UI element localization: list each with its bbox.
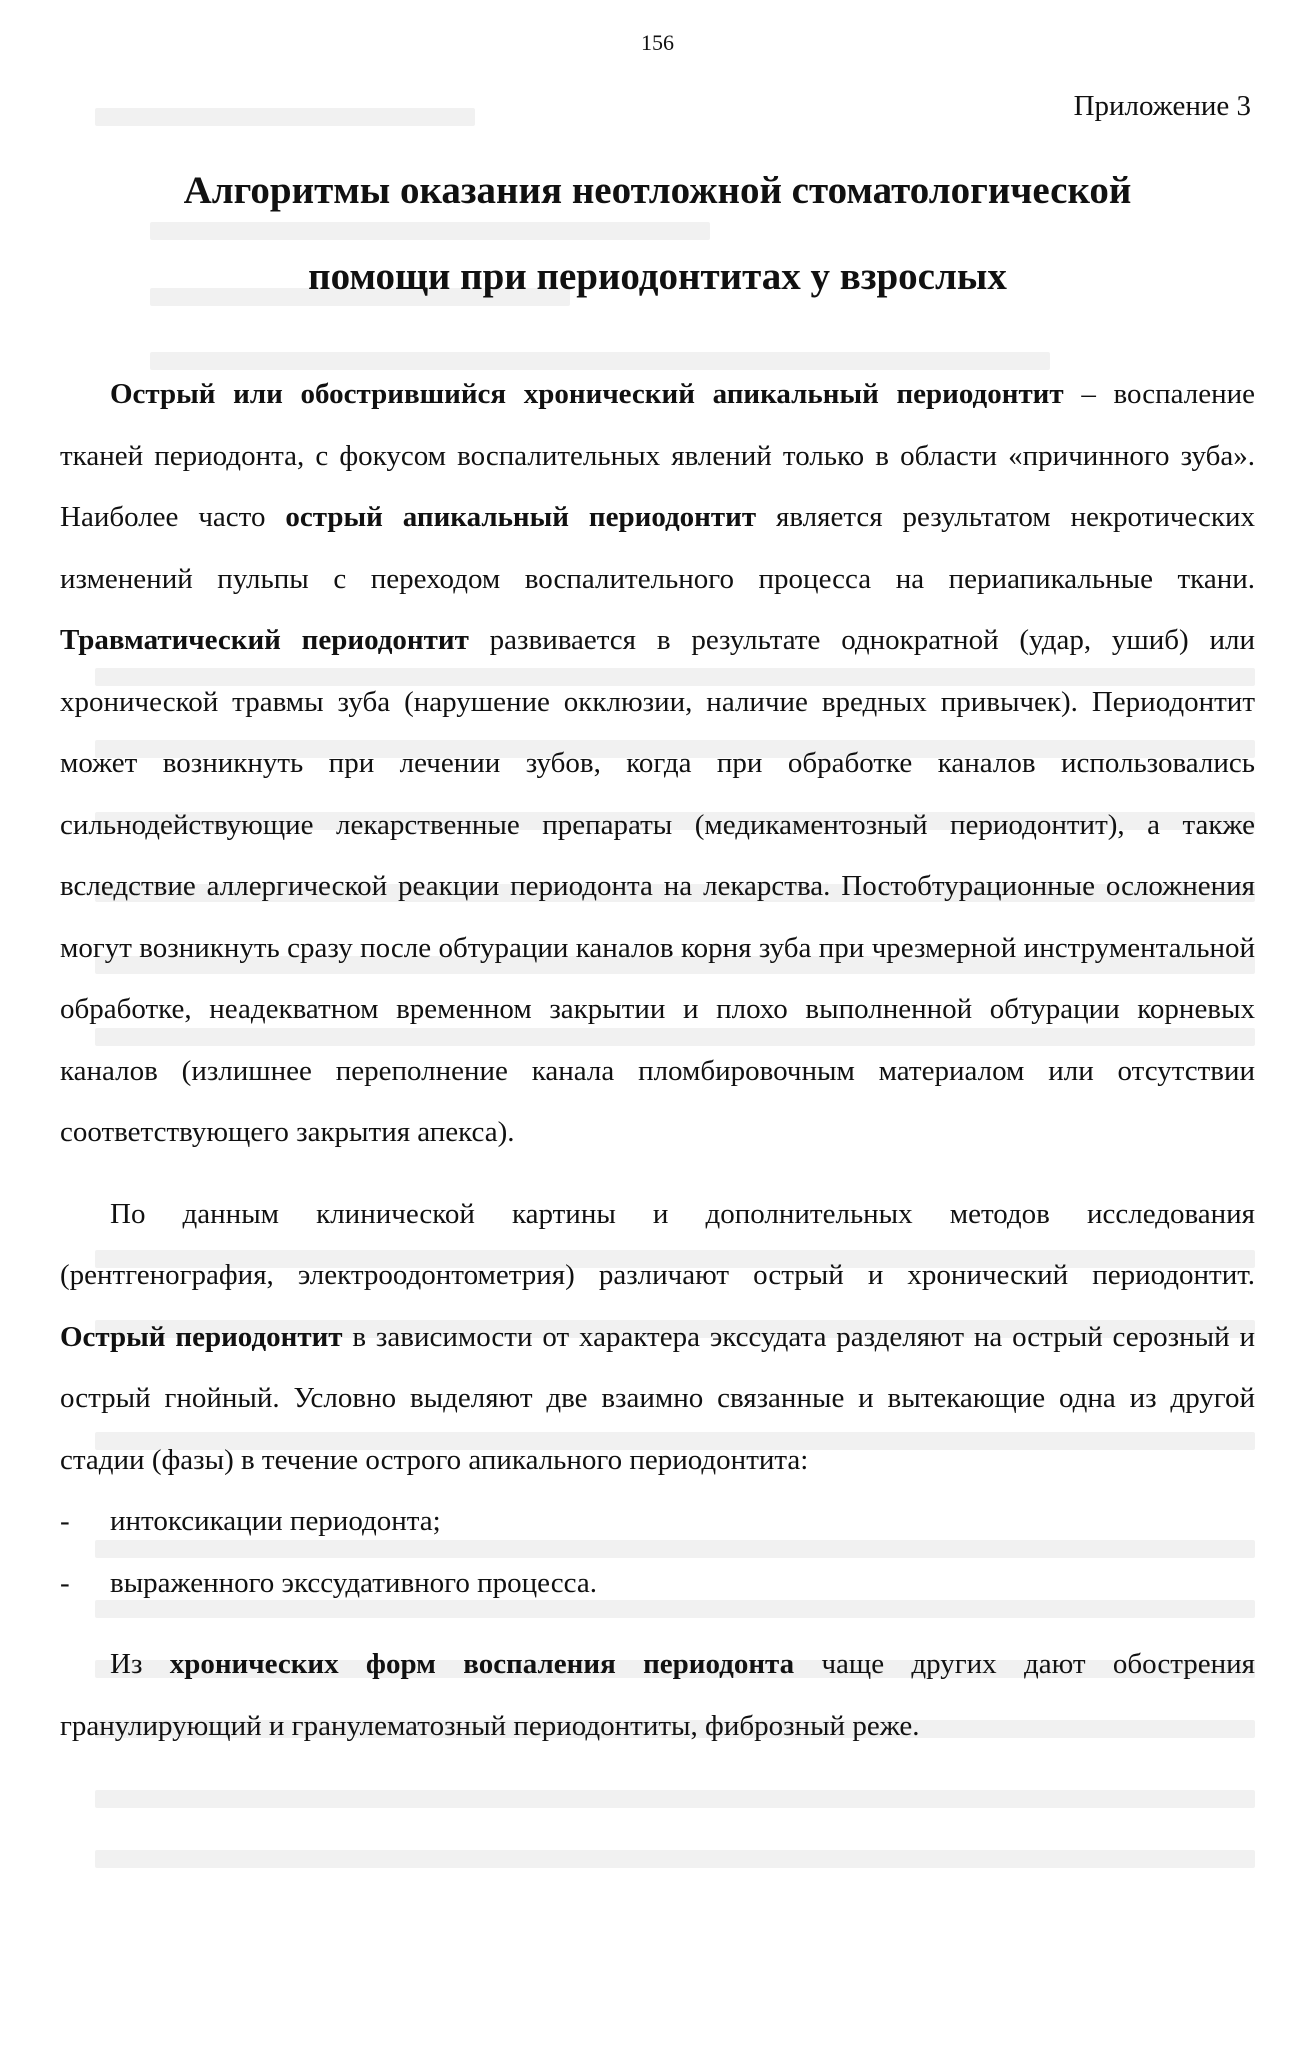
- paragraph-text: – воспаление тканей периодонта, с фокусом воспалительных явлений только в области «причинного зуба». Наиболее часто: [60, 378, 1255, 533]
- stages-list: [60, 1491, 1255, 1614]
- list-item: [60, 1491, 1255, 1553]
- paragraph-text: развивается в результате однократной (удар, ушиб) или хронической травмы зуба (нарушение окклюзии, наличие вредных привычек). Периодонтит может возникнуть при лечении зубов, когда при обработке каналов использовались сильнодействующие лекарственные препараты (медикаментозный периодонтит), а также вследствие аллергической реакции периодонта на лекарства. Постобтурационные осложнения могут возникнуть сразу после обтурации каналов корня зуба при чрезмерной инструментальной обработке, неадекватном временном закрытии и плохо выполненной обтурации корневых каналов (излишнее переполнение канала пломбировочным материалом или отсутствии соответствующего закрытия апекса).: [60, 624, 1256, 1148]
- paragraph-chronic-forms: [60, 1634, 1255, 1757]
- paragraph-text: чаще других дают обострения гранулирующий и гранулематозный периодонтиты, фиброзный реже.: [60, 1648, 1255, 1742]
- paragraph-text: является результатом некротических изменений пульпы с переходом воспалительного процесса на периапикальные ткани.: [60, 501, 1255, 595]
- paragraph-classification: [60, 1184, 1255, 1492]
- page-number: 156: [641, 30, 674, 55]
- paragraph-text: Из: [110, 1648, 170, 1680]
- term-acute-apical: острый апикальный периодонтит: [285, 501, 757, 533]
- document-body: [60, 364, 1255, 1757]
- list-dash: -: [60, 1505, 70, 1537]
- bleed-through-line: [95, 108, 475, 126]
- bleed-through-line: [95, 1790, 1255, 1808]
- list-item-text: интоксикации периодонта;: [110, 1505, 441, 1537]
- title-line-2: помощи при периодонтитах у взрослых: [308, 255, 1007, 298]
- title-line-1: Алгоритмы оказания неотложной стоматологической: [183, 169, 1132, 212]
- appendix-label: Приложение 3: [1073, 90, 1251, 122]
- list-item-text: выраженного экссудативного процесса.: [110, 1566, 597, 1599]
- list-dash: -: [60, 1566, 70, 1599]
- paragraph-text: в зависимости от характера экссудата разделяют на острый серозный и острый гнойный. Условно выделяют две взаимно связанные и вытекающие одна из другой стадии (фазы) в течение острого апикального периодонтита:: [60, 1320, 1256, 1476]
- term-acute-periodontitis: Острый периодонтит: [60, 1320, 343, 1353]
- bleed-through-line: [95, 1850, 1255, 1868]
- paragraph-text: По данным клинической картины и дополнительных методов исследования (рентгенография, электроодонтометрия) различают острый и хронический периодонтит.: [60, 1197, 1255, 1291]
- term-acute-apical-periodontitis: Острый или обострившийся хронический апикальный периодонтит: [110, 378, 1064, 410]
- paragraph-definition: [60, 364, 1255, 1164]
- document-title: [60, 148, 1255, 320]
- term-traumatic-periodontitis: Травматический периодонтит: [60, 624, 469, 656]
- list-item: [60, 1553, 1255, 1615]
- term-chronic-forms: хронических форм воспаления периодонта: [169, 1648, 795, 1680]
